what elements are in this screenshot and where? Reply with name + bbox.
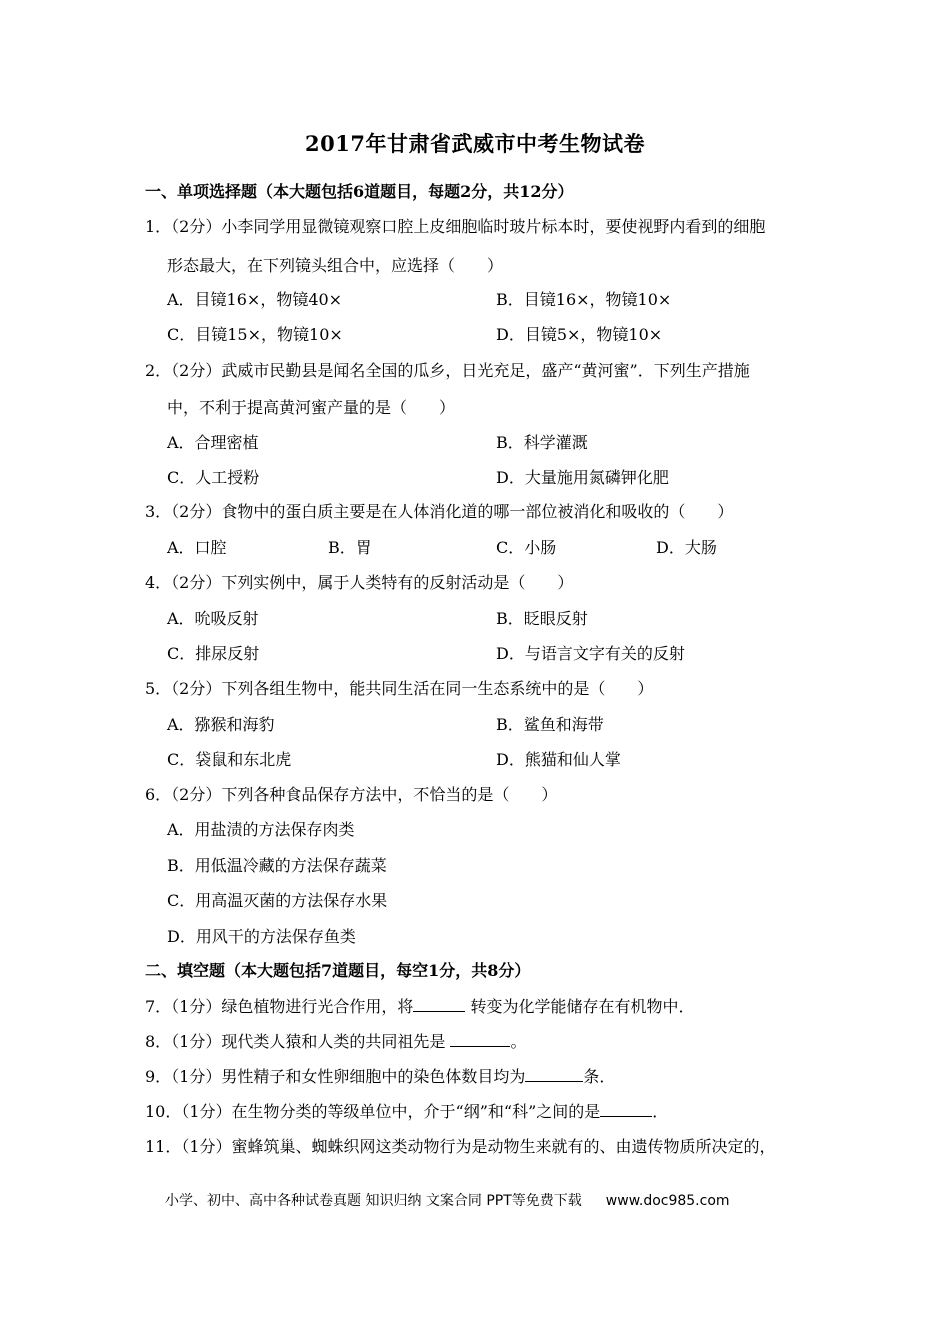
question-5-option-c: C．袋鼠和东北虎 <box>167 750 292 769</box>
question-2-stem: 2．（2分）武威市民勤县是闻名全国的瓜乡，日光充足，盛产“黄河蜜”．下列生产措施 <box>145 361 750 380</box>
question-2-option-d: D．大量施用氮磷钾化肥 <box>496 468 669 487</box>
question-1-stem: 1．（2分）小李同学用显微镜观察口腔上皮细胞临时玻片标本时，要使视野内看到的细胞 <box>145 217 766 236</box>
section-heading-fill-in: 二、填空题（本大题包括7道题目，每空1分，共8分） <box>145 961 531 980</box>
question-9-text-before: 9．（1分）男性精子和女性卵细胞中的染色体数目均为 <box>145 1067 526 1086</box>
question-10-text-before: 10．（1分）在生物分类的等级单位中，介于“纲”和“科”之间的是 <box>145 1102 601 1121</box>
question-3-option-c: C．小肠 <box>496 538 557 557</box>
question-5-option-a: A．猕猴和海豹 <box>167 715 275 734</box>
question-4-option-a: A．吮吸反射 <box>167 609 259 628</box>
question-3-stem: 3．（2分）食物中的蛋白质主要是在人体消化道的哪一部位被消化和吸收的（ ） <box>145 502 734 521</box>
question-4-option-b: B．眨眼反射 <box>496 609 588 628</box>
question-7 <box>145 997 694 1017</box>
question-8-text-after: 。 <box>510 1032 527 1051</box>
question-7-text-after: 转变为化学能储存在有机物中． <box>465 997 695 1016</box>
question-10-text-after: ． <box>652 1102 669 1121</box>
question-2-option-a: A．合理密植 <box>167 433 259 452</box>
question-9-blank <box>525 1067 583 1082</box>
question-5-option-b: B．鲨鱼和海带 <box>496 715 604 734</box>
question-6-option-c: C．用高温灭菌的方法保存水果 <box>167 891 388 910</box>
exam-title: 2017年甘肃省武威市中考生物试卷 <box>305 131 645 156</box>
question-1-option-a: A．目镜16×，物镜40× <box>167 290 343 309</box>
question-3-option-d: D．大肠 <box>656 538 717 557</box>
footer <box>165 1190 730 1210</box>
question-8-blank <box>450 1032 510 1047</box>
question-6-option-d: D．用风干的方法保存鱼类 <box>167 927 356 946</box>
question-6-option-b: B．用低温冷藏的方法保存蔬菜 <box>167 856 387 875</box>
question-6-option-a: A．用盐渍的方法保存肉类 <box>167 820 355 839</box>
question-4-option-c: C．排尿反射 <box>167 644 260 663</box>
question-5-option-d: D．熊猫和仙人掌 <box>496 750 621 769</box>
question-2-option-b: B．科学灌溉 <box>496 433 588 452</box>
question-9-text-after: 条． <box>583 1067 616 1086</box>
question-4-option-d: D．与语言文字有关的反射 <box>496 644 685 663</box>
question-1-option-b: B．目镜16×，物镜10× <box>496 290 672 309</box>
question-5-stem: 5．（2分）下列各组生物中，能共同生活在同一生态系统中的是（ ） <box>145 679 654 698</box>
question-8-text-before: 8．（1分）现代类人猿和人类的共同祖先是 <box>145 1032 451 1051</box>
question-2-option-c: C．人工授粉 <box>167 468 260 487</box>
question-3-option-b: B．胃 <box>328 538 372 557</box>
question-1-option-d: D．目镜5×，物镜10× <box>496 325 663 344</box>
question-7-blank <box>413 997 465 1012</box>
footer-url-link[interactable]: www.doc985.com <box>605 1193 730 1209</box>
question-7-text-before: 7．（1分）绿色植物进行光合作用，将 <box>145 997 414 1016</box>
question-4-stem: 4．（2分）下列实例中，属于人类特有的反射活动是（ ） <box>145 573 574 592</box>
question-1-stem-cont: 形态最大，在下列镜头组合中，应选择（ ） <box>167 256 504 275</box>
question-9 <box>145 1067 615 1087</box>
question-2-stem-cont: 中，不利于提高黄河蜜产量的是（ ） <box>167 398 456 417</box>
question-1-option-c: C．目镜15×，物镜10× <box>167 325 343 344</box>
section-heading-multiple-choice: 一、单项选择题（本大题包括6道题目，每题2分，共12分） <box>145 182 574 201</box>
footer-text: 小学、初中、高中各种试卷真题 知识归纳 文案合同 PPT等免费下载 <box>165 1193 582 1209</box>
question-3-option-a: A．口腔 <box>167 538 227 557</box>
question-6-stem: 6．（2分）下列各种食品保存方法中，不恰当的是（ ） <box>145 785 558 804</box>
question-10-blank <box>600 1102 652 1117</box>
question-8 <box>145 1032 526 1052</box>
question-10 <box>145 1102 668 1122</box>
question-11-stem: 11．（1分）蜜蜂筑巢、蜘蛛织网这类动物行为是动物生来就有的、由遗传物质所决定的， <box>145 1137 776 1156</box>
